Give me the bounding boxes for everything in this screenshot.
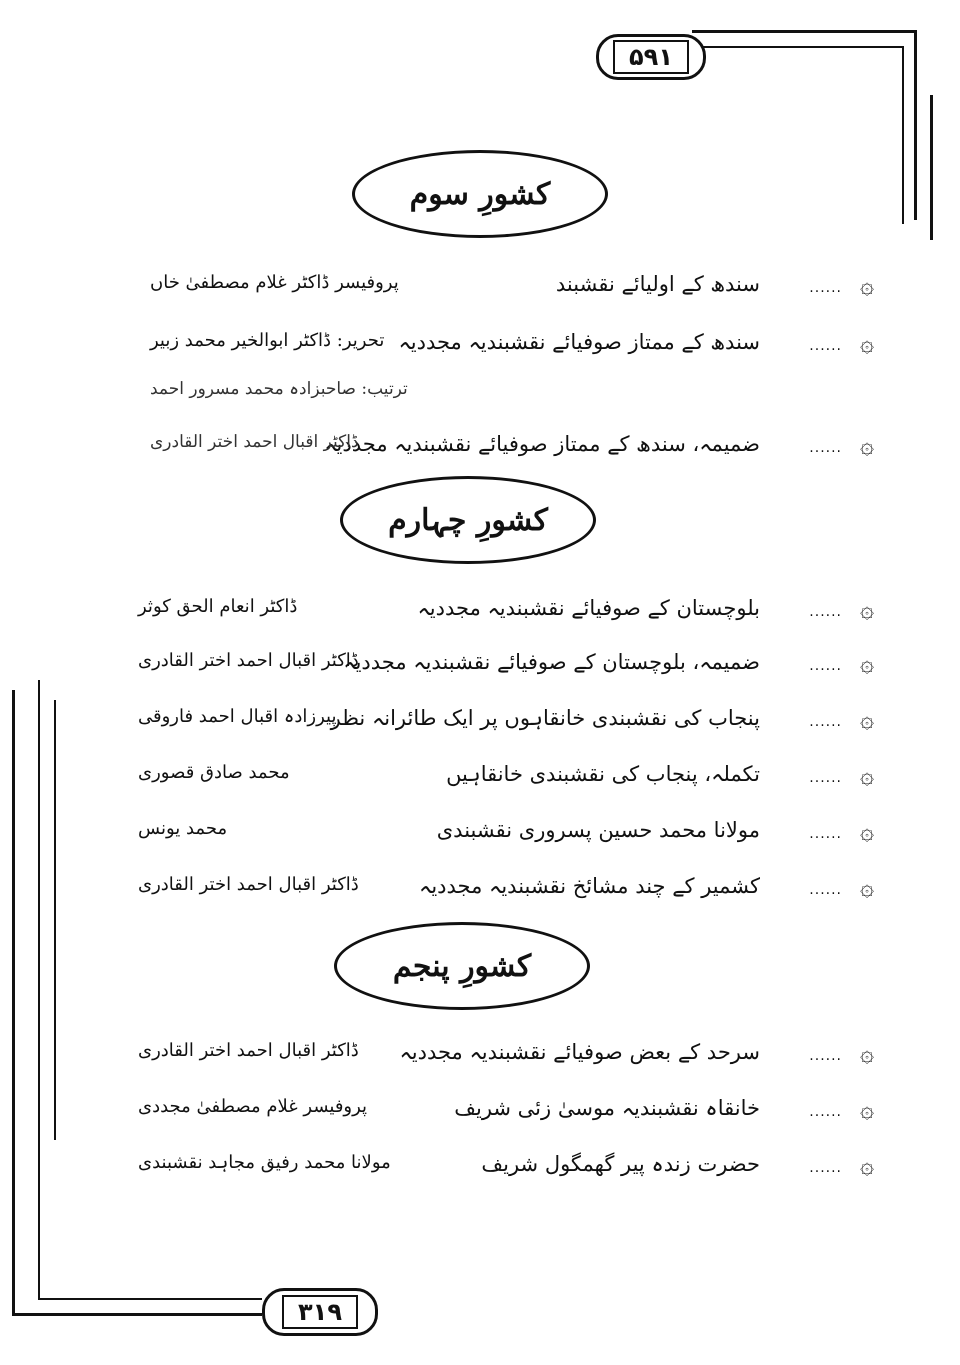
- star-bullet-icon: ۞: [859, 1039, 874, 1067]
- entry-author: پروفیسر ڈاکٹر غلام مصطفیٰ خاں: [150, 272, 399, 293]
- toc-entry: [0, 650, 960, 684]
- frame-line: [914, 30, 917, 220]
- leader-dots: ......: [809, 1104, 842, 1120]
- entry-author: تحریر: ڈاکٹر ابوالخیر محمد زبیر: [150, 330, 385, 351]
- toc-entry: [0, 1096, 960, 1130]
- entry-title: بلوچستان کے صوفیائے نقشبندیہ مجددیہ: [417, 596, 760, 620]
- toc-entry: [0, 432, 960, 466]
- entry-title: ضمیمہ، بلوچستان کے صوفیائے نقشبندیہ مجددیہ: [343, 650, 760, 674]
- toc-entry: [0, 596, 960, 630]
- leader-dots: ......: [809, 338, 842, 354]
- entry-author: مولانا محمد رفیق مجاہد نقشبندی: [138, 1152, 391, 1173]
- toc-entry: [0, 818, 960, 852]
- star-bullet-icon: ۞: [859, 761, 874, 789]
- page-number-top-label: ۵۹۱: [613, 40, 689, 74]
- entry-title: مولانا محمد حسین پسروری نقشبندی: [436, 818, 760, 842]
- toc-entry: [0, 1152, 960, 1186]
- leader-dots: ......: [809, 770, 842, 786]
- section-title: کشورِ سوم: [409, 176, 551, 212]
- leader-dots: ......: [809, 440, 842, 456]
- entry-author: ڈاکٹر اقبال احمد اختر القادری: [150, 432, 359, 452]
- entry-title: تکملہ، پنجاب کی نقشبندی خانقاہیں: [446, 762, 760, 786]
- star-bullet-icon: ۞: [859, 649, 874, 677]
- leader-dots: ......: [809, 1048, 842, 1064]
- entry-author: ڈاکٹر اقبال احمد اختر القادری: [138, 650, 359, 671]
- leader-dots: ......: [809, 714, 842, 730]
- star-bullet-icon: ۞: [859, 271, 874, 299]
- toc-entry: [0, 1040, 960, 1074]
- entry-author: ڈاکٹر اقبال احمد اختر القادری: [138, 874, 359, 895]
- entry-title: ضمیمہ، سندھ کے ممتاز صوفیائے نقشبندیہ مجددیہ: [324, 432, 760, 456]
- section-header: [340, 476, 596, 564]
- star-bullet-icon: ۞: [859, 329, 874, 357]
- entry-author: ڈاکٹر انعام الحق کوثر: [138, 596, 298, 617]
- leader-dots: ......: [809, 826, 842, 842]
- star-bullet-icon: ۞: [859, 817, 874, 845]
- entry-author: ڈاکٹر اقبال احمد اختر القادری: [138, 1040, 359, 1061]
- star-bullet-icon: ۞: [859, 1095, 874, 1123]
- star-bullet-icon: ۞: [859, 595, 874, 623]
- frame-line: [692, 30, 917, 33]
- frame-line: [38, 1298, 262, 1300]
- page-number-top: [596, 34, 706, 80]
- star-bullet-icon: ۞: [859, 1151, 874, 1179]
- toc-entry: [0, 272, 960, 306]
- entry-title: کشمیر کے چند مشائخ نقشبندیہ مجددیہ: [419, 874, 760, 898]
- leader-dots: ......: [809, 280, 842, 296]
- frame-line: [692, 46, 904, 48]
- section-header: [352, 150, 608, 238]
- entry-title: سندھ کے ممتاز صوفیائے نقشبندیہ مجددیہ: [398, 330, 760, 354]
- toc-entry: [0, 874, 960, 908]
- section-header: [334, 922, 590, 1010]
- page-number-bottom: [262, 1288, 378, 1336]
- star-bullet-icon: ۞: [859, 873, 874, 901]
- entry-author-secondary: ترتیب: صاحبزادہ محمد مسرور احمد: [150, 379, 408, 399]
- leader-dots: ......: [809, 882, 842, 898]
- section-title: کشورِ چہارم: [388, 502, 548, 538]
- entry-author: پروفیسر غلام مصطفیٰ مجددی: [138, 1096, 368, 1117]
- entry-title: حضرت زندہ پیر گھمگول شریف: [481, 1152, 760, 1176]
- leader-dots: ......: [809, 658, 842, 674]
- entry-title: خانقاہ نقشبندیہ موسیٰ زئی شریف: [454, 1096, 760, 1120]
- section-title: کشورِ پنجم: [392, 948, 532, 984]
- frame-line: [902, 46, 904, 224]
- entry-author: محمد صادق قصوری: [138, 762, 290, 783]
- toc-entry: [0, 706, 960, 740]
- leader-dots: ......: [809, 1160, 842, 1176]
- leader-dots: ......: [809, 604, 842, 620]
- toc-entry: [0, 762, 960, 796]
- star-bullet-icon: ۞: [859, 705, 874, 733]
- entry-title: سندھ کے اولیائے نقشبند: [555, 272, 760, 296]
- entry-author: پیرزادہ اقبال احمد فاروقی: [138, 706, 337, 727]
- frame-line: [930, 95, 933, 240]
- entry-author: محمد یونس: [138, 818, 228, 839]
- frame-line: [12, 1313, 262, 1316]
- toc-entry-subline: [0, 378, 960, 412]
- star-bullet-icon: ۞: [859, 431, 874, 459]
- entry-title: سرحد کے بعض صوفیائے نقشبندیہ مجددیہ: [399, 1040, 760, 1064]
- toc-entry: [0, 330, 960, 364]
- entry-title: پنجاب کی نقشبندی خانقاہوں پر ایک طائرانہ نظر: [330, 706, 760, 730]
- page-number-bottom-label: ۳۱۹: [282, 1295, 358, 1329]
